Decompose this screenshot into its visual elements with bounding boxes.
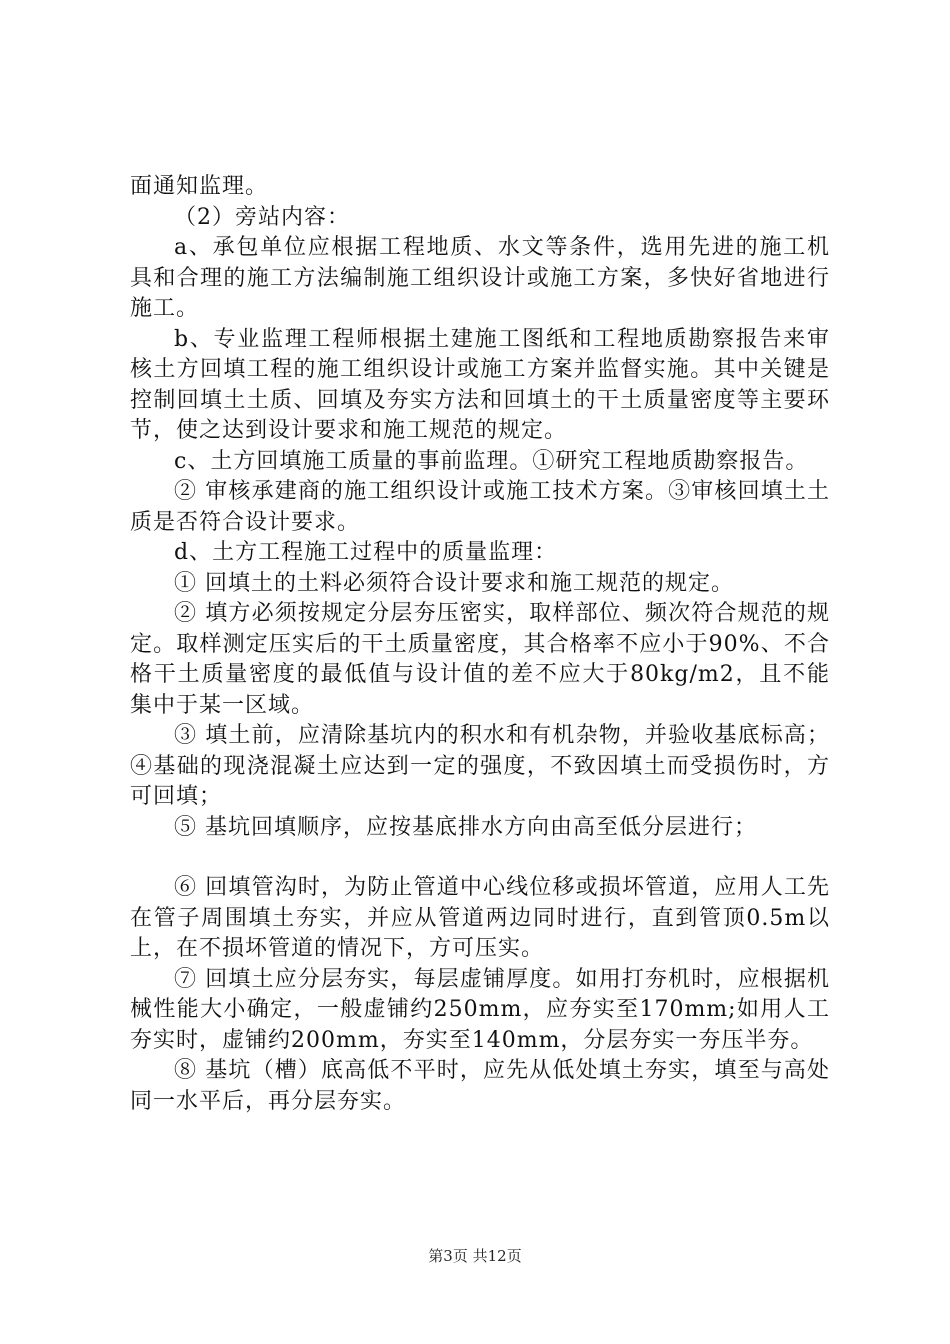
page-number-label: 第3页 共12页 xyxy=(428,1247,522,1265)
paragraph-d-1: ① 回填土的土料必须符合设计要求和施工规范的规定。 xyxy=(174,570,734,596)
paragraph-d-6: ⑥ 回填管沟时，为防止管道中心线位移或损坏管道，应用人工先在管子周围填土夯实，并应从管道两边同时进行，直到管顶0.5m以上，在不损坏管道的情况下，方可压实。 xyxy=(130,875,830,961)
document-body xyxy=(130,172,830,1117)
paragraph-heading-supervision-content: （2）旁站内容： xyxy=(174,204,350,230)
paragraph-d-8: ⑧ 基坑（槽）底高低不平时，应先从低处填土夯实，填至与高处同一水平后，再分层夯实。 xyxy=(130,1058,830,1114)
paragraph-d: d、土方工程施工过程中的质量监理： xyxy=(174,540,558,565)
page-footer xyxy=(0,1245,950,1266)
paragraph-c: c、土方回填施工质量的事前监理。①研究工程地质勘察报告。 xyxy=(174,448,809,474)
paragraph-continuation: 面通知监理。 xyxy=(130,174,269,199)
paragraph-b: b、专业监理工程师根据土建施工图纸和工程地质勘察报告来审核土方回填工程的施工组织设计或施工方案并监督实施。其中关键是控制回填土土质、回填及夯实方法和回填土的干土质量密度等主要环节，使之达到设计要求和施工规范的规定。 xyxy=(130,326,830,443)
paragraph-d-3: ③ 填土前，应清除基坑内的积水和有机杂物，并验收基底标高；④基础的现浇混凝土应达到一定的强度，不致因填土而受损伤时，方可回填； xyxy=(130,723,830,809)
paragraph-a: a、承包单位应根据工程地质、水文等条件，选用先进的施工机具和合理的施工方法编制施工组织设计或施工方案，多快好省地进行施工。 xyxy=(130,235,830,321)
paragraph-d-5: ⑤ 基坑回填顺序，应按基底排水方向由高至低分层进行； xyxy=(174,814,757,840)
paragraph-d-2: ② 填方必须按规定分层夯压密实，取样部位、频次符合规范的规定。取样测定压实后的干土质量密度，其合格率不应小于90%、不合格干土质量密度的最低值与设计值的差不应大于80kg/m2，且不能集中于某一区域。 xyxy=(130,601,830,718)
paragraph-c-2: ② 审核承建商的施工组织设计或施工技术方案。③审核回填土土质是否符合设计要求。 xyxy=(130,479,830,535)
paragraph-d-7: ⑦ 回填土应分层夯实，每层虚铺厚度。如用打夯机时，应根据机械性能大小确定，一般虚铺约250mm，应夯实至170mm;如用人工夯实时，虚铺约200mm，夯实至140mm，分层夯实一夯压半夯。 xyxy=(130,966,830,1053)
